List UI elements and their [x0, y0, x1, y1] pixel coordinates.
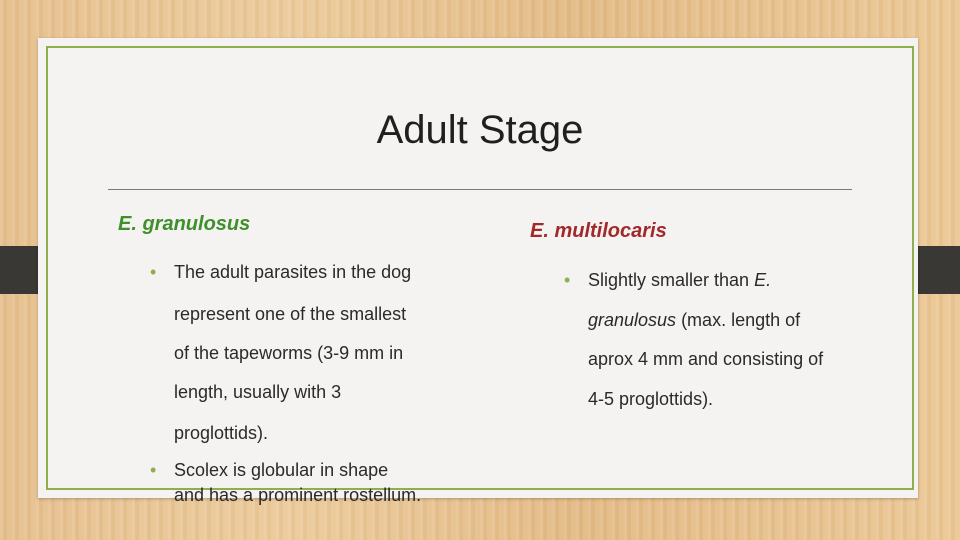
bullet-dot-icon: •: [564, 270, 571, 290]
slide-title: Adult Stage: [376, 108, 584, 152]
bullet-line: Scolex is globular in shape: [174, 460, 389, 480]
bullet-line: aprox 4 mm and consisting of: [588, 349, 824, 369]
bullet-dot-icon: •: [150, 460, 157, 480]
bullet-line: 4-5 proglottids).: [588, 389, 714, 409]
bullet-line: and has a prominent rostellum.: [174, 485, 422, 505]
bullet-line: proglottids).: [174, 423, 269, 443]
title-divider: [108, 189, 852, 190]
bullet-line: of the tapeworms (3-9 mm in: [174, 343, 404, 363]
bullet-line: represent one of the smallest: [174, 304, 407, 324]
left-column-heading: E. granulosus: [118, 213, 251, 235]
bullet-line: Slightly smaller than E.: [588, 270, 772, 290]
bullet-line: The adult parasites in the dog: [174, 262, 412, 282]
right-column-heading: E. multilocaris: [530, 220, 667, 242]
bullet-line: length, usually with 3: [174, 382, 342, 402]
bullet-line: granulosus (max. length of: [588, 310, 801, 330]
bullet-dot-icon: •: [150, 262, 157, 282]
